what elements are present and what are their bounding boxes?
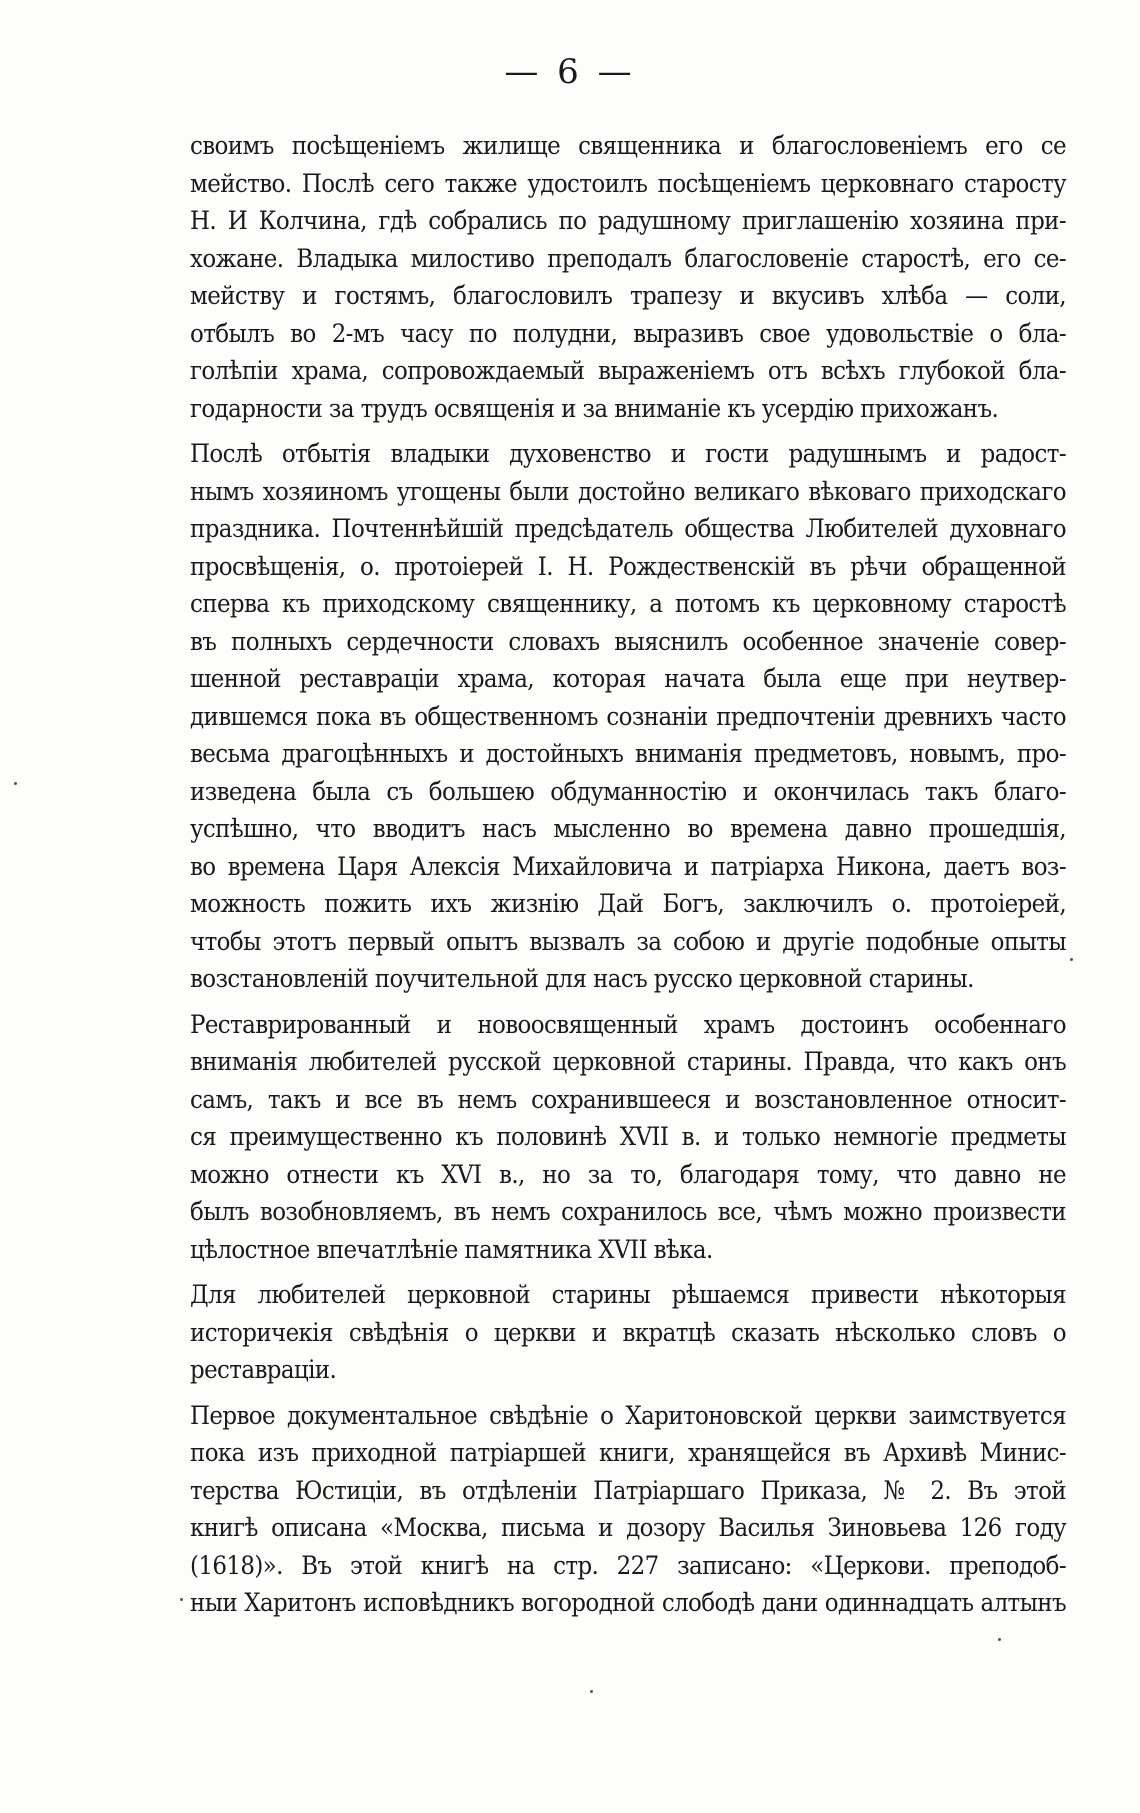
- text-line: былъ возобновляемъ, въ немъ сохранилось все, чѣмъ можно произвести: [190, 1197, 1066, 1227]
- text-line: цѣлостное впечатлѣніе памятника XVII вѣка.: [190, 1234, 713, 1265]
- text-line: самъ, такъ и все въ немъ сохранившееся и возстановленное относит-: [190, 1084, 1066, 1115]
- page-number: — 6 —: [504, 52, 636, 92]
- text-line: (1618)». Въ этой книгѣ на стр. 227 записано: «Церкови. преподоб-: [190, 1550, 1066, 1581]
- paragraph-1: [190, 128, 1066, 428]
- text-line: историчекія свѣдѣнія о церкви и вкратцѣ сказать нѣсколько словъ о: [190, 1317, 1066, 1348]
- text-line: можность пожить ихъ жизнію Дай Богъ, заключилъ о. протоіерей,: [190, 889, 1066, 919]
- scan-speck: [1070, 958, 1073, 961]
- scan-speck: [180, 1598, 183, 1601]
- scan-speck: [998, 1638, 1001, 1641]
- text-line: Н. И Колчина, гдѣ собрались по радушному приглашенію хозяина при-: [190, 206, 1066, 236]
- text-line: во времена Царя Алексія Михайловича и патріарха Никона, даетъ воз-: [190, 851, 1066, 882]
- text-line: успѣшно, что вводитъ насъ мысленно во времена давно прошедшія,: [190, 814, 1066, 844]
- text-line: дившемся пока въ общественномъ сознаніи предпочтеніи древнихъ часто: [190, 701, 1066, 732]
- text-line: сперва къ приходскому священнику, а потомъ къ церковному старостѣ: [190, 589, 1066, 619]
- paragraph-4: [190, 1277, 1066, 1390]
- text-line: Реставрированный и новоосвященный храмъ достоинъ особеннаго: [190, 1009, 1066, 1040]
- scan-speck: [14, 782, 17, 785]
- paragraph-3: [190, 1007, 1066, 1270]
- body-text: [190, 128, 1066, 1631]
- text-line: нымъ хозяиномъ угощены были достойно великаго вѣковаго приходскаго: [190, 476, 1066, 507]
- text-line: ныи Харитонъ исповѣдникъ вогородной слободѣ дани одиннадцать алтынъ: [190, 1588, 1066, 1618]
- text-line: Для любителей церковной старины рѣшаемся привести нѣкоторыя: [190, 1280, 1066, 1310]
- text-line: можно отнести къ XVI в., но за то, благодаря тому, что давно не: [190, 1159, 1066, 1190]
- text-line: мейству и гостямъ, благословилъ трапезу и вкусивъ хлѣба — соли,: [190, 281, 1066, 311]
- text-line: голѣпіи храма, сопровождаемый выраженіемъ отъ всѣхъ глубокой бла-: [190, 356, 1066, 386]
- text-line: терства Юстиціи, въ отдѣленіи Патріаршаго Приказа, № 2. Въ этой: [190, 1475, 1066, 1506]
- paragraph-5: [190, 1398, 1066, 1623]
- text-line: просвѣщенія, о. протоіерей І. Н. Рождественскій въ рѣчи обращенной: [190, 551, 1066, 582]
- text-line: реставраціи.: [190, 1355, 337, 1385]
- text-line: пока изъ приходной патріаршей книги, хранящейся въ Архивѣ Минис-: [190, 1438, 1066, 1468]
- text-line: мейство. Послѣ сего также удостоилъ посѣщеніемъ церковнаго старосту: [190, 168, 1066, 199]
- text-line: Послѣ отбытія владыки духовенство и гости радушнымъ и радост-: [190, 439, 1066, 469]
- text-line: ся преимущественно къ половинѣ XVII в. и только немногіе предметы: [190, 1122, 1066, 1152]
- text-line: возстановленій поучительной для насъ русско церковной старины.: [190, 964, 974, 994]
- text-line: своимъ посѣщеніемъ жилище священника и благословеніемъ его се: [190, 131, 1066, 161]
- text-line: отбылъ во 2-мъ часу по полудни, выразивъ свое удовольствіе о бла-: [190, 318, 1066, 349]
- text-line: изведена была съ большею обдуманностію и окончилась такъ благо-: [190, 776, 1066, 807]
- text-line: праздника. Почтеннѣйшій предсѣдатель общества Любителей духовнаго: [190, 514, 1066, 544]
- paragraph-2: [190, 436, 1066, 999]
- scan-speck: [590, 1690, 593, 1693]
- text-line: книгѣ описана «Москва, письма и дозору Василья Зиновьева 126 году: [190, 1513, 1066, 1543]
- text-line: шенной реставраціи храма, которая начата была еще при неутвер-: [190, 664, 1066, 694]
- text-line: вниманія любителей русской церковной старины. Правда, что какъ онъ: [190, 1047, 1066, 1077]
- text-line: годарности за трудъ освященія и за вниманіе къ усердію прихожанъ.: [190, 393, 999, 424]
- text-line: въ полныхъ сердечности словахъ выяснилъ особенное значеніе совер-: [190, 626, 1066, 657]
- text-line: весьма драгоцѣнныхъ и достойныхъ вниманія предметовъ, новымъ, про-: [190, 739, 1066, 769]
- text-line: хожане. Владыка милостиво преподалъ благословеніе старостѣ, его се-: [190, 243, 1066, 274]
- text-line: Первое документальное свѣдѣніе о Харитоновской церкви заимствуется: [190, 1400, 1066, 1431]
- text-line: чтобы этотъ первый опытъ вызвалъ за собою и другіе подобные опыты: [190, 926, 1066, 957]
